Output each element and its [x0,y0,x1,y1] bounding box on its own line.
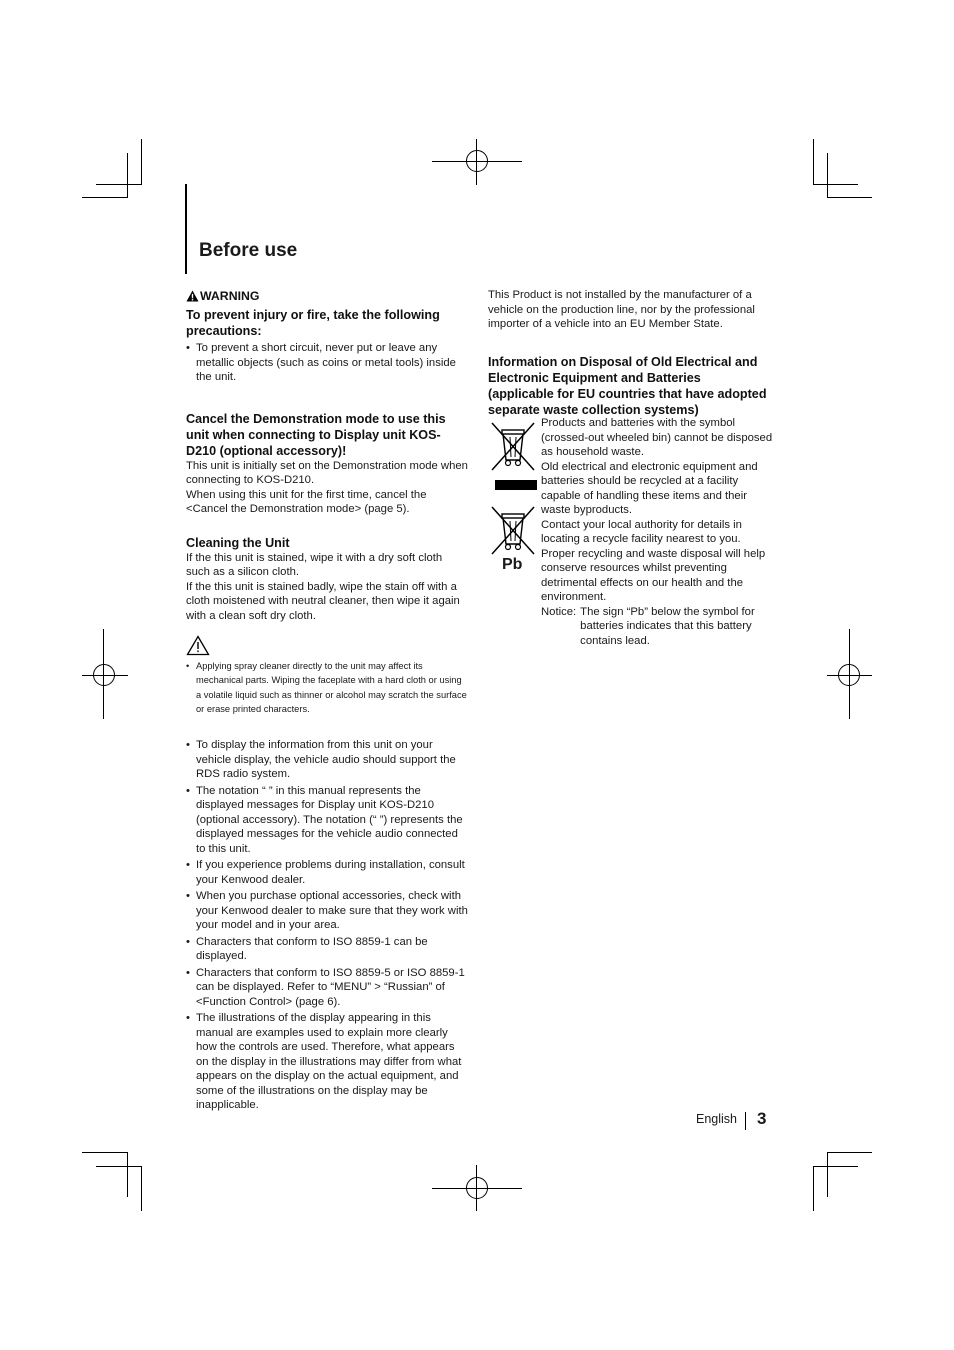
disposal-paragraph: Proper recycling and waste disposal will help conserve resources whilst preventing detrimental effects on our health and the environment. [541,547,766,603]
disposal-heading: Information on Disposal of Old Electrical and Electronic Equipment and Batteries (applicable for EU countries that have adopted separate waste collection systems) [488,354,767,417]
intro-text: This Product is not installed by the manufacturer of a vehicle on the production line, nor by the professional importer of a vehicle into an EU Member State. [488,289,755,330]
list-item: • When you purchase optional accessories, check with your Kenwood dealer to make sure that they work with your model and in your area. [186,889,468,933]
warning-label-row [186,288,468,304]
disposal-paragraph: Products and batteries with the symbol (crossed-out wheeled bin) cannot be disposed as household waste. [541,417,773,458]
demo-heading: Cancel the Demonstration mode to use this unit when connecting to Display unit KOS-D210 (optional accessory)! [186,411,446,458]
warning-triangle-icon [186,290,199,302]
disposal-paragraph: Contact your local authority for details in locating a recycle facility nearest to you. [541,518,742,545]
cleaning-heading: Cleaning the Unit [186,535,290,550]
cleaning-text-2: If the this unit is stained badly, wipe the stain off with a cloth moistened with neutral cleaner, then wipe it again with a clean soft dry cloth. [186,580,460,622]
list-item: • The illustrations of the display appearing in this manual are examples used to explain more clearly how the controls are used. Therefore, what appears on the display in the illustrations may differ from what appears on the display on the actual equipment, and some of the illustrations on the display may be inapplicable. [186,1011,468,1113]
title-bar [185,184,187,274]
warning-list [186,341,468,385]
footer-separator [745,1112,746,1130]
notes-list [186,738,468,1113]
page-title: Before use [199,240,298,261]
disposal-paragraph: Old electrical and electronic equipment and batteries should be recycled at a facility capable of handling these items and their waste byproducts. [541,460,758,516]
caution-triangle-icon [186,635,210,656]
notice-text: The sign “Pb” below the symbol for batteries indicates that this battery contains lead. [580,605,755,647]
left-column [186,288,468,1113]
pb-label: Pb [502,556,523,573]
list-item: • Characters that conform to ISO 8859-5 or ISO 8859-1 can be displayed. Refer to “MENU” > “Russian” of <Function Control> (page 6). [186,966,468,1010]
notice [541,605,773,649]
list-item: • If you experience problems during installation, consult your Kenwood dealer. [186,858,468,887]
list-item: • Characters that conform to ISO 8859-1 can be displayed. [186,935,468,964]
demo-text-2: When using this unit for the first time, cancel the <Cancel the Demonstration mode> (page 5). [186,488,427,515]
notice-label: Notice: [541,605,577,618]
warning-heading: To prevent injury or fire, take the following precautions: [186,308,440,338]
warning-label: WARNING [200,289,260,303]
list-item: • The notation “ ” in this manual represents the displayed messages for Display unit KOS-D210 (optional accessory). The notation (“ ”) represents the displayed messages for the vehicle audio connected to this unit. [186,784,468,857]
weee-symbols [488,420,538,580]
caution-list [186,659,468,716]
crossed-out-wheeled-bin-icon [488,420,538,472]
demo-text-1: This unit is initially set on the Demonstration mode when connecting to KOS-D210. [186,459,468,486]
list-item: • To prevent a short circuit, never put or leave any metallic objects (such as coins or metal tools) inside the unit. [186,341,468,385]
right-column [488,288,770,418]
cleaning-text-1: If the this unit is stained, wipe it with a dry soft cloth such as a silicon cloth. [186,551,443,578]
disposal-text [541,416,773,648]
page-number: 3 [757,1109,767,1128]
list-item: • To display the information from this unit on your vehicle display, the vehicle audio should support the RDS radio system. [186,738,468,782]
footer-language: English [696,1112,737,1126]
list-item: • Applying spray cleaner directly to the unit may affect its mechanical parts. Wiping the faceplate with a hard cloth or using a volatile liquid such as thinner or alcohol may scratch the surface or erase printed characters. [186,659,468,716]
crossed-out-wheeled-bin-icon [488,504,538,556]
weee-bar [495,480,537,490]
